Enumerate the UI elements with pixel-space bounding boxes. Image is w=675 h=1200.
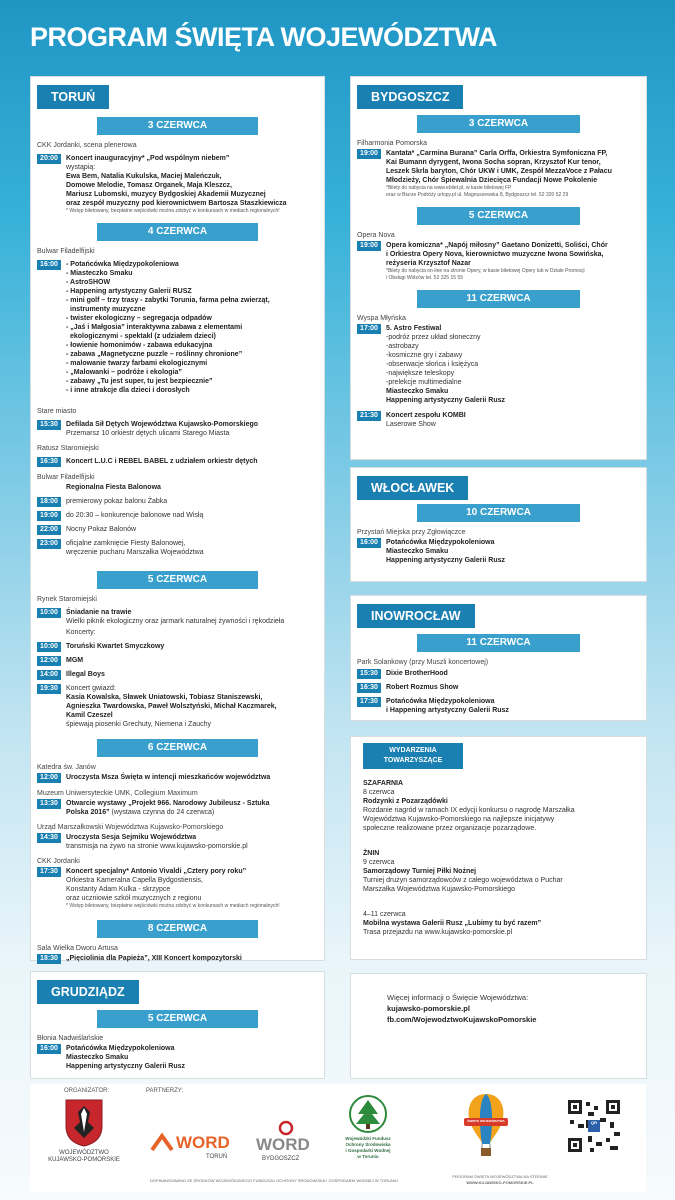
time-badge: 15:30 bbox=[37, 420, 61, 430]
list-item: - „Malowanki – podróże i ekologia” bbox=[66, 369, 182, 376]
event-title: Illegal Boys bbox=[66, 671, 105, 678]
city-label-torun: TORUŃ bbox=[37, 85, 109, 109]
side-events-panel bbox=[350, 736, 647, 960]
voivodeship-label-2: KUJAWSKO-POMORSKIE bbox=[48, 1157, 120, 1163]
event-date: 9 czerwca bbox=[363, 859, 395, 866]
time-badge: 17:00 bbox=[357, 324, 381, 334]
time-badge: 16:00 bbox=[37, 1044, 61, 1054]
event-title: Mobilna wystawa Galerii Rusz „Lubimy tu być razem” bbox=[363, 920, 542, 927]
torun-panel bbox=[30, 76, 325, 961]
list-item: - łowienie homonimów - zabawa edukacyjna bbox=[66, 342, 213, 349]
location: CKK Jordanki, scena plenerowa bbox=[37, 142, 137, 149]
event-text: Orkiestra Kameralna Capella Bydgostiensis, bbox=[66, 877, 203, 884]
day-header: 8 CZERWCA bbox=[97, 920, 258, 938]
event-text: Marszałka Województwa Kujawsko-Pomorskiego bbox=[363, 886, 515, 893]
word-torun-subtitle: TORUŃ bbox=[206, 1154, 228, 1160]
event-title: Toruński Kwartet Smyczkowy bbox=[66, 643, 165, 650]
event-title: Śniadanie na trawie bbox=[66, 609, 132, 616]
event-text: Turniej drużyn samorządowców z całego województwa o Puchar bbox=[363, 877, 563, 884]
event-title: Otwarcie wystawy „Projekt 966. Narodowy Jubileusz - Sztuka bbox=[66, 800, 270, 807]
list-item: - Potańcówka Międzypokoleniowa bbox=[66, 261, 179, 268]
time-badge: 10:00 bbox=[37, 642, 61, 652]
event-title: Miasteczko Smaku bbox=[66, 1054, 129, 1061]
list-item: - Miasteczko Smaku bbox=[66, 270, 133, 277]
event-text: śpiewają piosenki Grechuty, Niemena i Zauchy bbox=[66, 721, 211, 728]
event-title: Happening artystyczny Galerii Rusz bbox=[66, 1063, 186, 1070]
time-badge: 10:00 bbox=[37, 608, 61, 618]
location: Katedra św. Janów bbox=[37, 764, 96, 771]
location: Urząd Marszałkowski Województwa Kujawsko-Pomorskiego bbox=[37, 824, 224, 831]
event-text: Mariusz Lubomski, muzycy Bydgoskiej Akademii Muzycznej bbox=[66, 191, 266, 198]
day-header: 5 CZERWCA bbox=[97, 1010, 258, 1028]
event-title: Potańcówka Międzypokoleniowa bbox=[386, 539, 495, 546]
location: Ratusz Staromiejski bbox=[37, 445, 99, 452]
event-text: społeczne realizowane przez organizacje pozarządowe. bbox=[363, 825, 537, 832]
day-header: 11 CZERWCA bbox=[417, 290, 579, 308]
list-item: instrumenty muzyczne bbox=[70, 306, 146, 313]
event-title: Uroczysta Msza Święta w intencji mieszkańców województwa bbox=[66, 774, 271, 781]
qr-code-label: QR bbox=[591, 1120, 597, 1125]
location: Opera Nova bbox=[357, 232, 395, 239]
list-item: - AstroSHOW bbox=[66, 279, 111, 286]
balloon-text: ŚWIĘTO WOJEWÓDZTWA bbox=[467, 1119, 505, 1123]
time-badge: 16:00 bbox=[357, 538, 381, 548]
event-title: Opera komiczna* „Napój miłosny” Gaetano Donizetti, Soliści, Chór bbox=[386, 242, 608, 249]
day-header: 3 CZERWCA bbox=[417, 115, 579, 133]
location: Stare miasto bbox=[37, 408, 77, 415]
event-text: wystąpią: bbox=[66, 164, 96, 171]
time-badge: 17:30 bbox=[357, 697, 381, 707]
event-text: Trasa przejazdu na www.kujawsko-pomorskie.pl bbox=[363, 929, 513, 936]
event-title: Defilada Sił Dętych Województwa Kujawsko-Pomorskiego bbox=[66, 421, 259, 428]
info-text: Więcej informacji o Święcie Województwa: bbox=[387, 993, 529, 1002]
event-title: Koncert zespołu KOMBI bbox=[386, 412, 466, 419]
page-title: PROGRAM ŚWIĘTA WOJEWÓDZTWA bbox=[30, 22, 497, 52]
time-badge: 15:30 bbox=[357, 669, 381, 679]
list-item: - mini golf – trzy trasy - zabytki Torunia, farma pełna zwierząt, bbox=[66, 297, 270, 304]
location: Muzeum Uniwersyteckie UMK, Collegium Maximum bbox=[37, 790, 198, 797]
city-label-bydgoszcz: BYDGOSZCZ bbox=[357, 85, 463, 109]
side-events-title-1: WYDARZENIA bbox=[389, 747, 437, 754]
time-badge: 13:30 bbox=[37, 799, 61, 809]
event-text: reżyseria Krzysztof Nazar bbox=[386, 260, 471, 267]
event-text: Kamil Czeszel bbox=[66, 712, 113, 719]
list-item: - malowanie twarzy farbami ekologicznymi bbox=[66, 360, 208, 367]
list-item: - „Jaś i Małgosia” interaktywna zabawa z elementami bbox=[66, 324, 243, 331]
word-torun-logo-icon bbox=[148, 1132, 178, 1154]
event-text: Domowe Melodie, Tomasz Organek, Maja Kleszcz, bbox=[66, 182, 232, 189]
event-text: Konstanty Adam Kulka - skrzypce bbox=[66, 886, 171, 893]
event-text: Koncerty: bbox=[66, 629, 96, 636]
event-text: Wielki piknik ekologiczny oraz jarmark naturalnej żywności i rękodzieła bbox=[66, 618, 285, 625]
side-events-header bbox=[363, 743, 463, 769]
event-text: (wystawa czynna do 24 czerwca) bbox=[109, 809, 215, 816]
fund-label-2: Ochrony Środowiska bbox=[345, 1142, 391, 1147]
time-badge: 14:30 bbox=[37, 833, 61, 843]
event-title: Potańcówka Międzypokoleniowa bbox=[386, 698, 495, 705]
event-title: 5. Astro Festiwal bbox=[386, 325, 442, 332]
fund-label-3: i Gospodarki Wodnej bbox=[345, 1148, 391, 1153]
location: Filharmonia Pomorska bbox=[357, 140, 428, 147]
event-text: Kasia Kowalska, Sławek Uniatowski, Tobiasz Staniszewski, bbox=[66, 694, 263, 701]
note: * Wstęp biletowany, bezpłatne wejściówki można zdobyć w konkursach w mediach regionalnych! bbox=[66, 903, 280, 909]
side-events-title-2: TOWARZYSZĄCE bbox=[383, 757, 443, 764]
note: *Bilety do nabycia na www.ebilet.pl, w kasie biletowej FP bbox=[386, 185, 512, 191]
city-label-inowroclaw: INOWROCŁAW bbox=[357, 604, 475, 628]
location: Bulwar Filadelfijski bbox=[37, 474, 95, 481]
website-link[interactable]: kujawsko-pomorskie.pl bbox=[387, 1004, 470, 1013]
note: i Obsługi Widzów tel. 52 325 15 55 bbox=[386, 275, 463, 281]
time-badge: 19:00 bbox=[37, 511, 61, 521]
location: Bulwar Filadelfijski bbox=[37, 248, 95, 255]
event-text: oficjalne zamknięcie Fiesty Balonowej, bbox=[66, 540, 186, 547]
event-title: Happening artystyczny Galerii Rusz bbox=[386, 397, 506, 404]
event-title: Happening artystyczny Galerii Rusz bbox=[386, 557, 506, 564]
info-panel bbox=[350, 973, 647, 1079]
list-item: - Happening artystyczny Galerii RUSZ bbox=[66, 288, 192, 295]
event-title: Regionalna Fiesta Balonowa bbox=[66, 484, 161, 491]
time-badge: 23:00 bbox=[37, 539, 61, 549]
coat-of-arms-icon bbox=[64, 1098, 104, 1148]
note: *Bilety do nabycia on-line na stronie Opery, w kasie biletowej Opery lub w Dziale Promocji bbox=[386, 268, 585, 274]
list-item: - zabawy „Tu jest super, tu jest bezpiecznie” bbox=[66, 378, 213, 385]
event-text: wręczenie pucharu Marszałka Województwa bbox=[66, 549, 204, 556]
event-title: Robert Rozmus Show bbox=[386, 684, 459, 691]
event-text: Koncert gwiazd: bbox=[66, 685, 116, 692]
word-bydgoszcz-logo: WORD bbox=[256, 1135, 310, 1154]
fund-label-4: w Toruniu bbox=[357, 1154, 379, 1159]
time-badge: 19:00 bbox=[357, 241, 381, 251]
wloclawek-panel bbox=[350, 467, 647, 582]
event-title: Miasteczko Smaku bbox=[386, 548, 449, 555]
event-text: Ewa Bem, Natalia Kukulska, Maciej Maleńczuk, bbox=[66, 173, 222, 180]
location: Sala Wielka Dworu Artusa bbox=[37, 945, 118, 952]
facebook-link[interactable]: fb.com/WojewodztwoKujawskoPomorskie bbox=[387, 1015, 537, 1024]
program-note-2: WWW.KUJAWSKO-POMORSKIE.PL bbox=[466, 1180, 534, 1185]
event-text: Agnieszka Twardowska, Paweł Wolsztyński, Michał Kaczmarek, bbox=[66, 703, 277, 710]
event-date: 8 czerwca bbox=[363, 789, 395, 796]
time-badge: 22:00 bbox=[37, 525, 61, 535]
word-bydgoszcz-subtitle: BYDGOSZCZ bbox=[262, 1156, 300, 1162]
time-badge: 18:30 bbox=[37, 954, 61, 964]
time-badge: 16:00 bbox=[37, 260, 61, 270]
event-title: MGM bbox=[66, 657, 84, 664]
inowroclaw-panel bbox=[350, 595, 647, 721]
city-label-wloclawek: WŁOCŁAWEK bbox=[357, 476, 468, 500]
footer-sponsors bbox=[30, 1084, 646, 1192]
time-badge: 18:00 bbox=[37, 497, 61, 507]
event-text: i Orkiestra Opery Nova, kierownictwo muzyczne Iwona Sowińska, bbox=[386, 251, 604, 258]
word-torun-logo: WORD bbox=[176, 1133, 230, 1152]
day-header: 11 CZERWCA bbox=[417, 634, 579, 652]
event-title: Kantata* „Carmina Burana” Carla Orffa, Orkiestra Symfoniczna FP, bbox=[386, 150, 608, 157]
time-badge: 16:30 bbox=[37, 457, 61, 467]
time-badge: 12:00 bbox=[37, 656, 61, 666]
tree-logo-icon bbox=[348, 1094, 388, 1134]
event-title: Samorządowy Turniej Piłki Nożnej bbox=[363, 868, 477, 875]
activity-list bbox=[66, 260, 318, 395]
event-text: Nocny Pokaz Balonów bbox=[66, 526, 137, 533]
event-text: Leszek Skrla baryton, Chór UKW i UMK, Zespół MezzaVoce z Pałacu bbox=[386, 168, 612, 175]
event-text: oraz uczniowie szkół muzycznych z regionu bbox=[66, 895, 202, 902]
location: Rynek Staromiejski bbox=[37, 596, 97, 603]
time-badge: 19:00 bbox=[357, 149, 381, 159]
list-item: -prelekcje multimedialne bbox=[386, 379, 462, 386]
day-header: 10 CZERWCA bbox=[417, 504, 579, 522]
event-title: „Pięciolinia dla Papieża”, XIII Koncert kompozytorski bbox=[66, 955, 242, 962]
location: Wyspa Młyńska bbox=[357, 315, 406, 322]
event-title: Dixie BrotherHood bbox=[386, 670, 448, 677]
event-title: Koncert inauguracyjny* „Pod wspólnym niebem” bbox=[66, 155, 230, 162]
list-item: -kosmiczne gry i zabawy bbox=[386, 352, 463, 359]
time-badge: 21:30 bbox=[357, 411, 381, 421]
event-title: Uroczysta Sesja Sejmiku Województwa bbox=[66, 834, 197, 841]
time-badge: 19:30 bbox=[37, 684, 61, 694]
list-item: - zabawa „Magnetyczne puzzle – roślinny chronione” bbox=[66, 351, 243, 358]
event-title: i Happening artystyczny Galerii Rusz bbox=[386, 707, 509, 714]
voivodeship-label-1: WOJEWÓDZTWO bbox=[59, 1150, 109, 1156]
location: Park Solankowy (przy Muszli koncertowej) bbox=[357, 659, 489, 666]
event-date: 4–11 czerwca bbox=[363, 911, 406, 918]
bydgoszcz-panel bbox=[350, 76, 647, 460]
list-item: -astrobazy bbox=[386, 343, 419, 350]
day-header: 5 CZERWCA bbox=[97, 571, 258, 589]
day-header: 6 CZERWCA bbox=[97, 739, 258, 757]
word-bydgoszcz-logo-icon bbox=[278, 1120, 294, 1136]
list-item: - i inne atrakcje dla dzieci i dorosłych bbox=[66, 387, 190, 394]
time-badge: 20:00 bbox=[37, 154, 61, 164]
event-city: ŻNIN bbox=[363, 850, 380, 857]
location: CKK Jordanki bbox=[37, 858, 80, 865]
event-title: Koncert specjalny* Antonio Vivaldi „Cztery pory roku” bbox=[66, 868, 247, 875]
event-text: premierowy pokaz balonu Żabka bbox=[66, 498, 168, 505]
event-title: Rodzynki z Pozarządówki bbox=[363, 798, 448, 805]
event-text: Przemarsz 10 orkiestr dętych ulicami Starego Miasta bbox=[66, 430, 230, 437]
time-badge: 16:30 bbox=[357, 683, 381, 693]
organizer-label: ORGANIZATOR: bbox=[64, 1088, 110, 1094]
event-city: SZAFARNIA bbox=[363, 780, 404, 787]
list-item: -obserwacje słońca i księżyca bbox=[386, 361, 479, 368]
event-text: do 20:30 – konkurencje balonowe nad Wisłą bbox=[66, 512, 204, 519]
note: * Wstęp biletowany, bezpłatne wejściówki można zdobyć w konkursach w mediach regionalnych! bbox=[66, 208, 280, 214]
grudziadz-panel bbox=[30, 971, 325, 1079]
event-text: transmisja na żywo na stronie www.kujawsko-pomorskie.pl bbox=[66, 843, 248, 850]
list-item: -podróż przez układ słoneczny bbox=[386, 334, 481, 341]
time-badge: 14:00 bbox=[37, 670, 61, 680]
event-title: Polska 2016” bbox=[66, 809, 110, 816]
event-text: Kai Bumann dyrygent, Iwona Socha sopran, Krzysztof Kur tenor, bbox=[386, 159, 601, 166]
list-item: - twister ekologiczny – segregacja odpadów bbox=[66, 315, 212, 322]
partners-label: PARTNERZY: bbox=[146, 1088, 184, 1094]
list-item: -największe teleskopy bbox=[386, 370, 455, 377]
event-text: Laserowe Show bbox=[386, 421, 436, 428]
location: Błonia Nadwiślańskie bbox=[37, 1035, 104, 1042]
event-title: Potańcówka Międzypokoleniowa bbox=[66, 1045, 175, 1052]
program-note-1: PROGRAM ŚWIĘTA WOJEWÓDZTWA NA STRONIE bbox=[452, 1174, 548, 1179]
time-badge: 12:00 bbox=[37, 773, 61, 783]
balloon-logo-icon bbox=[460, 1088, 512, 1164]
city-label-grudziadz: GRUDZIĄDZ bbox=[37, 980, 139, 1004]
event-text: Rozdanie nagród w ramach IX edycji konkursu o nagrodę Marszałka bbox=[363, 807, 575, 814]
day-header: 3 CZERWCA bbox=[97, 117, 258, 135]
list-item: ekologicznymi - spektakl (z udziałem dzieci) bbox=[70, 333, 216, 340]
funding-note: DOFINANSOWANO ZE ŚRODKÓW WOJEWÓDZKIEGO FUNDUSZU OCHRONY ŚRODOWISKA I GOSPODARKI WODNEJ W TORUNIU bbox=[150, 1178, 398, 1183]
day-header: 5 CZERWCA bbox=[417, 207, 579, 225]
location: Przystań Miejska przy Zgłowiączce bbox=[357, 529, 466, 536]
note: oraz w Biurze Podróży urlopy.pl ul. Magnuszewska 8, Bydgoszcz tel. 52 320 52 29 bbox=[386, 192, 569, 198]
event-text: oraz zespół muzyczny pod kierownictwem Bartosza Staszkiewicza bbox=[66, 200, 287, 207]
event-text: Młodzieży, Chór Śpiewalnia Dziecięca Fundacji Nowe Pokolenie bbox=[386, 177, 598, 184]
event-title: Koncert L.U.C i REBEL BABEL z udziałem orkiestr dętych bbox=[66, 458, 258, 465]
event-title: Miasteczko Smaku bbox=[386, 388, 449, 395]
event-text: Województwa Kujawsko-Pomorskiego na najlepsze inicjatywy bbox=[363, 816, 555, 823]
time-badge: 17:30 bbox=[37, 867, 61, 877]
fund-label-1: Wojewódzki Fundusz bbox=[345, 1136, 391, 1141]
day-header: 4 CZERWCA bbox=[97, 223, 258, 241]
qr-code-icon[interactable] bbox=[566, 1098, 622, 1154]
